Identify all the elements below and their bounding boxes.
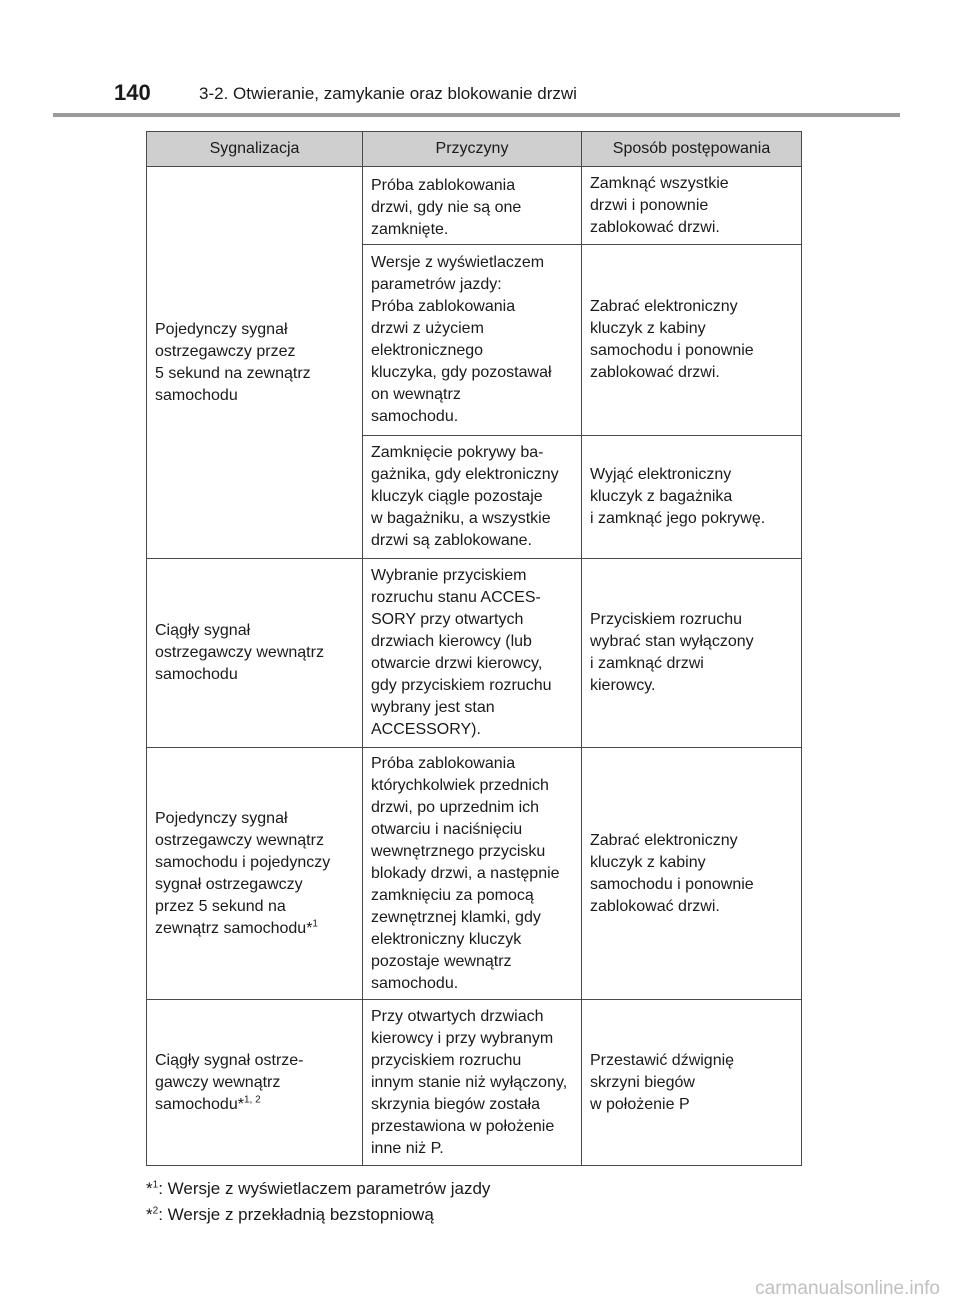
- header-divider: [53, 113, 900, 117]
- footnote: *$^1$: Wersje z wyświetlaczem parametrów jazdy: [146, 1179, 491, 1198]
- footnotes: [146, 1176, 490, 1228]
- cause-cell: Próba zablokowania drzwi, gdy nie są one zamknięte.: [363, 167, 582, 245]
- table-header-row: [147, 132, 802, 167]
- action-cell: Zabrać elektroniczny kluczyk z kabiny samochodu i ponownie zablokować drzwi.: [582, 748, 802, 1000]
- footnote-ref: 1: [312, 918, 318, 930]
- table-row: [147, 748, 802, 1000]
- table-row: [147, 167, 802, 245]
- warning-signals-table: [146, 131, 802, 1166]
- cause-cell: Przy otwartych drzwiach kierowcy i przy wybranym przyciskiem rozruchu innym stanie niż wyłączony, skrzynia biegów została przestawiona w położenie inne niż P.: [363, 1000, 582, 1166]
- footnote: *$^2$: Wersje z przekładnią bezstopniową: [146, 1205, 434, 1224]
- cause-cell: Próba zablokowania którychkolwiek przednich drzwi, po uprzednim ich otwarciu i naciśnięciu wewnętrznego przycisku blokady drzwi, a następnie zamknięciu za pomocą zewnętrznej klamki, gdy elektroniczny kluczyk pozostaje wewnątrz samochodu.: [363, 748, 582, 1000]
- column-header-signal: Sygnalizacja: [147, 132, 363, 167]
- signal-cell: Ciągły sygnał ostrzegawczy wewnątrz samochodu: [147, 559, 363, 748]
- action-cell: Wyjąć elektroniczny kluczyk z bagażnika i zamknąć jego pokrywę.: [582, 436, 802, 559]
- action-cell: Przyciskiem rozruchu wybrać stan wyłączony i zamknąć drzwi kierowcy.: [582, 559, 802, 748]
- section-title: 3-2. Otwieranie, zamykanie oraz blokowanie drzwi: [199, 84, 577, 103]
- action-cell: Zabrać elektroniczny kluczyk z kabiny samochodu i ponownie zablokować drzwi.: [582, 245, 802, 436]
- page-number: 140: [114, 80, 151, 105]
- signal-cell: Pojedynczy sygnał ostrzegawczy wewnątrz samochodu i pojedynczy sygnał ostrzegawczy przez 5 sekund na zewnątrz samochodu*$^1$: [147, 748, 363, 1000]
- column-header-cause: Przyczyny: [363, 132, 582, 167]
- cause-cell: Wersje z wyświetlaczem parametrów jazdy: Próba zablokowania drzwi z użyciem elektronicznego kluczyka, gdy pozostawał on wewnątrz samochodu.: [363, 245, 582, 436]
- column-header-action: Sposób postępowania: [582, 132, 802, 167]
- table-row: [147, 1000, 802, 1166]
- action-cell: Przestawić dźwignię skrzyni biegów w położenie P: [582, 1000, 802, 1166]
- signal-cell: Pojedynczy sygnał ostrzegawczy przez 5 sekund na zewnątrz samochodu: [147, 167, 363, 559]
- table-row: [147, 559, 802, 748]
- cause-cell: Zamknięcie pokrywy ba- gażnika, gdy elektroniczny kluczyk ciągle pozostaje w bagażniku, a wszystkie drzwi są zablokowane.: [363, 436, 582, 559]
- watermark: carmanualsonline.info: [755, 1278, 940, 1299]
- cause-cell: Wybranie przyciskiem rozruchu stanu ACCES- SORY przy otwartych drzwiach kierowcy (lub otwarcie drzwi kierowcy, gdy przyciskiem rozruchu wybrany jest stan ACCESSORY).: [363, 559, 582, 748]
- footnote-ref: 1, 2: [243, 1094, 261, 1106]
- action-cell: Zamknąć wszystkie drzwi i ponownie zablokować drzwi.: [582, 167, 802, 245]
- signal-cell: Ciągły sygnał ostrze- gawczy wewnątrz samochodu*$^{1, 2}$: [147, 1000, 363, 1166]
